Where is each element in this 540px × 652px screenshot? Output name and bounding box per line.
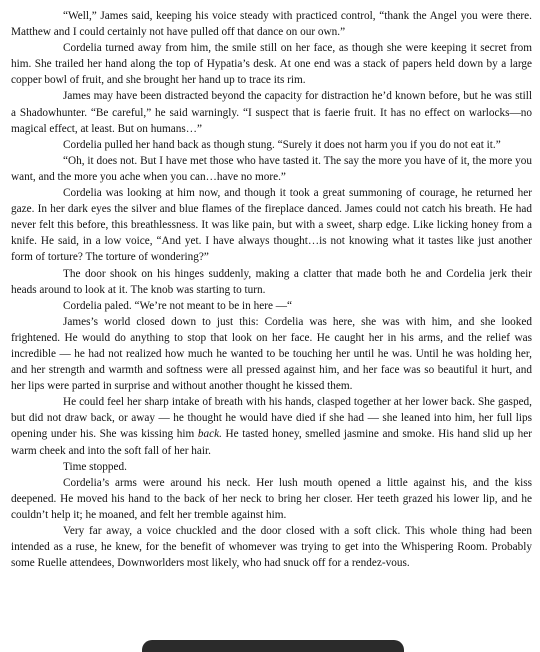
paragraph-5: “Oh, it does not. But I have met those who have tasted it. The say the more you have of it, the more you want, and the more you ache when you can…have no more.” — [11, 154, 532, 183]
bottom-toolbar-edge[interactable] — [142, 640, 404, 652]
paragraph-1: “Well,” James said, keeping his voice steady with practiced control, “thank the Angel you were there. Matthew and I could certainly not have pulled off that dance on our own.” — [11, 10, 532, 39]
paragraph-10-emphasis: back. — [197, 428, 222, 441]
paragraph-9: James’s world closed down to just this: Cordelia was here, she was with him, and she looked frightened. He would do anything to stop that look on her face. He caught her in his arms, and the relief was incredible — he had not realized how much he wanted to be touching her until he was. Until he was holding her, and her strength and warmth and softness were all pressed against him, and her face was so beautiful it hurt, and her lips were parted in surprise and without another thought he kissed them. — [11, 315, 532, 393]
paragraph-2: Cordelia turned away from him, the smile still on her face, as though she were keeping it secret from him. She trailed her hand along the top of Hypatia’s desk. At one end was a stack of papers held down by a large copper bowl of fruit, and she brought her hand up to trace its rim. — [11, 42, 532, 87]
paragraph-10-after: He tasted honey, smelled jasmine and smoke. His hand slid up her warm cheek and into the soft fall of her hair. — [11, 428, 532, 457]
paragraph-13: Very far away, a voice chuckled and the door closed with a soft click. This whole thing had been intended as a ruse, he knew, for the benefit of whomever was trying to get into the Whispering Room. Probably some Ruelle attendees, Downworlders most likely, who had snuck off for a rendez-vous. — [11, 525, 532, 570]
paragraph-10-text: He could feel her sharp intake of breath with his hands, clasped together at her lower back. She gasped, but did not draw back, or away — he thought he would have died if she had — she leaned into him, her full lips opening under his. She was kissing him — [11, 396, 532, 441]
paragraph-4: Cordelia pulled her hand back as though stung. “Surely it does not harm you if you do not eat it.” — [63, 138, 501, 151]
document-body — [11, 8, 532, 571]
paragraph-7: The door shook on his hinges suddenly, making a clatter that made both he and Cordelia jerk their heads around to look at it. The knob was starting to turn. — [11, 267, 532, 296]
paragraph-3: James may have been distracted beyond the capacity for distraction he’d known before, but he was still a Shadowhunter. “Be careful,” he said warningly. “I suspect that is faerie fruit. It has no effect on warlocks—no magical effect, at least. But on humans…” — [11, 90, 532, 135]
paragraph-11: Time stopped. — [63, 460, 127, 473]
paragraph-10 — [11, 394, 532, 458]
paragraph-6: Cordelia was looking at him now, and though it took a great summoning of courage, he returned her gaze. In her dark eyes the silver and blue flames of the fireplace danced. James could not catch his breath. He had never felt this before, this breathlessness. It was like pain, but with a sweet, sharp edge. Like licking honey from a knife. He said, in a low voice, “And yet. I have always thought…is not knowing what it tastes like just another form of torture? The torture of wondering?” — [11, 187, 532, 264]
paragraph-8: Cordelia paled. “We’re not meant to be in here —“ — [63, 299, 292, 312]
paragraph-12: Cordelia’s arms were around his neck. Her lush mouth opened a little against his, and the kiss deepened. He moved his hand to the back of her neck to bring her closer. Her teeth grazed his lower lip, and he couldn’t help it; he moaned, and felt her tremble against him. — [11, 476, 532, 521]
